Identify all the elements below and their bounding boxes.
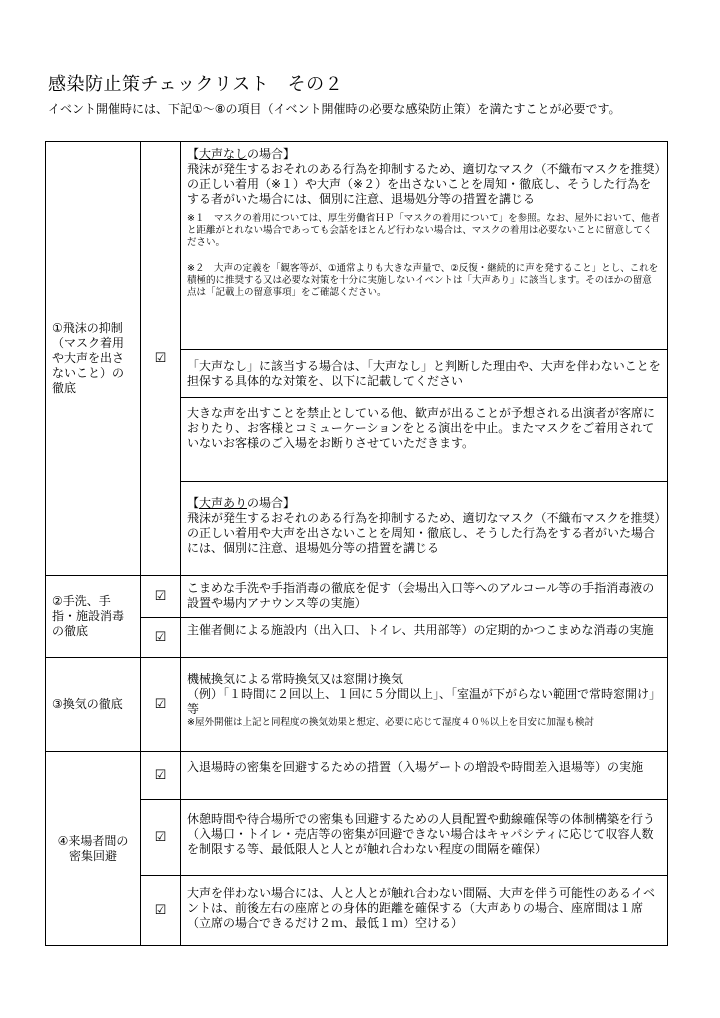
section3-cell [181, 658, 668, 752]
quiet-note1: ※１ マスクの着用については、厚生労働省ＨＰ「マスクの着用について」を参照。なお、屋外において、他者と距離がとれない場合であっても会話をほとんど行わない場合は、マスクの着用は必要ないことに留意してください。 [187, 213, 660, 248]
checklist-table [45, 141, 668, 946]
section1-loud-cell [181, 482, 668, 576]
section2-item2-checkbox[interactable]: ☑ [141, 618, 181, 658]
section3-line1: 機械換気による常時換気又は窓開け換気 [187, 672, 404, 686]
loud-text: 飛沫が発生するおそれのある行為を抑制するため、適切なマスク（不織布マスクを推奨）の正しい着用や大声を出さないことを周知・徹底し、そうした行為をする者がいた場合には、個別に注意、退場処分等の措置を講じる [187, 511, 661, 555]
section3-note: ※屋外開催は上記と同程度の換気効果と想定、必要に応じて湿度４０％以上を目安に加湿も検討 [187, 717, 594, 728]
section1-quiet-cell [181, 142, 668, 350]
section3-label: ③換気の徹底 [46, 658, 141, 752]
quiet-heading-label: 大声なし [199, 147, 248, 161]
table-row [46, 658, 668, 752]
table-row [46, 142, 668, 350]
section4-item3-checkbox[interactable]: ☑ [141, 876, 181, 946]
reason-prompt: 「大声なし」に該当する場合は、「大声なし」と判断した理由や、大声を伴わないことを担保する具体的な対策を、以下に記載してください [181, 350, 668, 398]
section1-checkbox[interactable]: ☑ [141, 142, 181, 576]
section2-item2: 主催者側による施設内（出入口、トイレ、共用部等）の定期的かつこまめな消毒の実施 [181, 618, 668, 658]
loud-heading-label: 大声あり [199, 496, 248, 510]
section4-label: ④来場者間の密集回避 [46, 752, 141, 946]
section2-item1: こまめな手洗や手指消毒の徹底を促す（会場出入口等へのアルコール等の手指消毒液の設置や場内アナウンス等の実施） [181, 576, 668, 618]
page-title: 感染防止策チェックリスト その２ [48, 74, 344, 95]
section3-line2: （例）「１時間に２回以上、１回に５分間以上」、「室温が下がらない範囲で常時窓開け」 等 [187, 687, 668, 716]
section4-item3: 大声を伴わない場合には、人と人とが触れ合わない間隔、大声を伴う可能性のあるイベントは、前後左右の座席との身体的距離を確保する（大声ありの場合、座席間は１席（立席の場合できるだけ２ｍ、最低１ｍ）空ける） [181, 876, 668, 946]
quiet-note2: ※２ 大声の定義を「観客等が、①通常よりも大きな声量で、②反復・継続的に声を発すること」とし、これを積極的に推奨する又は必要な対策を十分に実施しないイベントは「大声あり」に該当します。そのほかの留意点は「記載上の留意事項」をご確認ください。 [187, 263, 659, 298]
quiet-text: 飛沫が発生するおそれのある行為を抑制するため、適切なマスク（不織布マスクを推奨）の正しい着用（※１）や大声（※２）を出さないことを周知・徹底し、そうした行為をする者がいた場合には、個別に注意、退場処分等の措置を講じる [187, 162, 661, 206]
section2-label: ②手洗、手指・施設消毒の徹底 [46, 576, 141, 658]
reason-answer[interactable]: 大きな声を出すことを禁止としている他、歓声が出ることが予想される出演者が客席におりたり、お客様とコミューケーションをとる演出を中止。またマスクをご着用されていないお客様のご入場をお断りさせていただきます。 [181, 398, 668, 482]
section4-item2: 休憩時間や待合場所での密集も回避するための人員配置や動線確保等の体制構築を行う（入場口・トイレ・売店等の密集が回避できない場合はキャパシティに応じて収容人数を制限する等、最低限人と人とが触れ合わない程度の間隔を確保） [181, 800, 668, 876]
section1-label: ①飛沫の抑制（マスク着用や大声を出さないこと）の徹底 [46, 142, 141, 576]
table-row [46, 752, 668, 800]
intro-text: イベント開催時には、下記①～⑧の項目（イベント開催時の必要な感染防止策）を満たすことが必要です。 [48, 102, 621, 116]
table-row [46, 576, 668, 618]
section4-item2-checkbox[interactable]: ☑ [141, 800, 181, 876]
section2-item1-checkbox[interactable]: ☑ [141, 576, 181, 618]
quiet-heading: 【大声なしの場合】 [187, 147, 296, 161]
section3-checkbox[interactable]: ☑ [141, 658, 181, 752]
section4-item1: 入退場時の密集を回避するための措置（入場ゲートの増設や時間差入退場等）の実施 [181, 752, 668, 800]
loud-heading: 【大声ありの場合】 [187, 496, 296, 510]
section4-item1-checkbox[interactable]: ☑ [141, 752, 181, 800]
